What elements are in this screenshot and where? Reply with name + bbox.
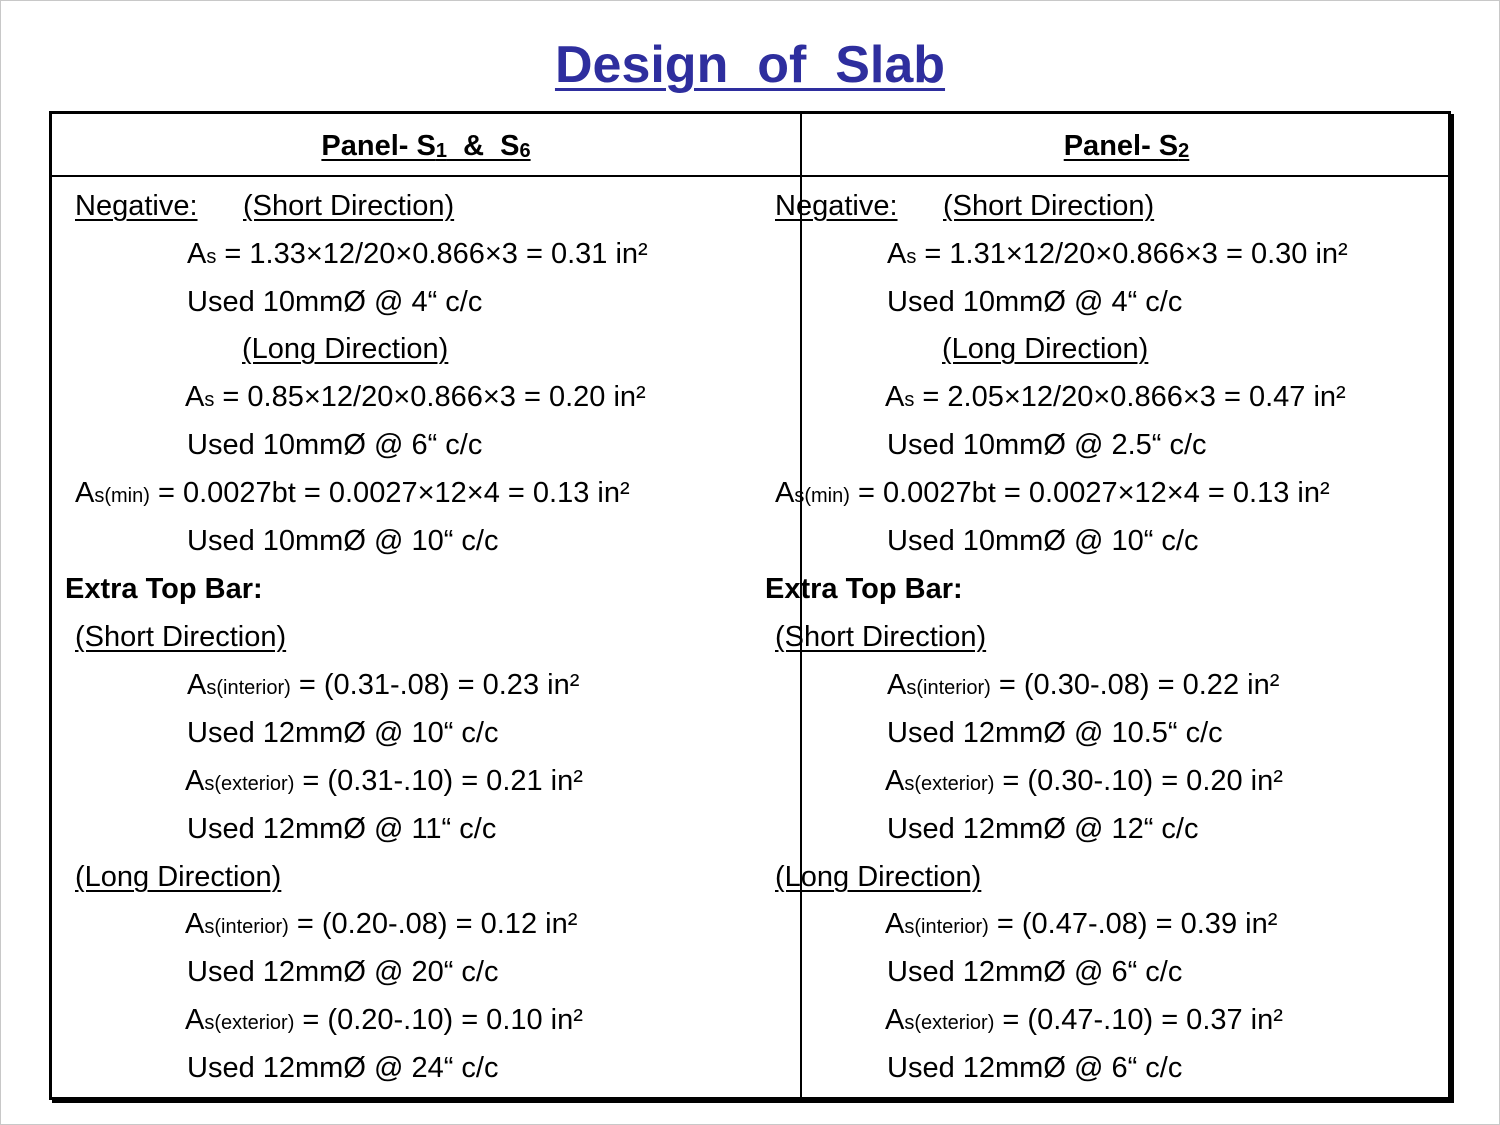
long-interior-used: Used 12mmØ @ 6“ c/c xyxy=(887,956,1183,988)
short-interior-equation: As(interior) = (0.30-.08) = 0.22 in² xyxy=(887,669,1280,701)
as-long-equation: As = 2.05×12/20×0.866×3 = 0.47 in² xyxy=(885,381,1346,413)
etb-short-direction: (Short Direction) xyxy=(775,621,987,653)
used-long: Used 10mmØ @ 2.5“ c/c xyxy=(887,429,1207,461)
short-direction-heading: (Short Direction) xyxy=(943,190,1155,222)
long-exterior-used: Used 12mmØ @ 24“ c/c xyxy=(187,1052,499,1084)
short-exterior-equation: As(exterior) = (0.31-.10) = 0.21 in² xyxy=(185,765,583,797)
long-direction-heading: (Long Direction) xyxy=(242,333,449,365)
page-title: Design of Slab xyxy=(554,36,946,94)
as-min-equation: As(min) = 0.0027bt = 0.0027×12×4 = 0.13 in² xyxy=(775,477,1330,509)
short-interior-used: Used 12mmØ @ 10.5“ c/c xyxy=(887,717,1223,749)
used-min: Used 10mmØ @ 10“ c/c xyxy=(887,525,1199,557)
short-exterior-used: Used 12mmØ @ 12“ c/c xyxy=(887,813,1199,845)
used-min: Used 10mmØ @ 10“ c/c xyxy=(187,525,499,557)
short-interior-used: Used 12mmØ @ 10“ c/c xyxy=(187,717,499,749)
used-long: Used 10mmØ @ 6“ c/c xyxy=(187,429,483,461)
as-long-equation: As = 0.85×12/20×0.866×3 = 0.20 in² xyxy=(185,381,646,413)
extra-top-bar-heading: Extra Top Bar: xyxy=(65,573,263,605)
column-header-panel-s1-s6: Panel- $S_1$ & $S_6$ xyxy=(321,130,531,162)
as-short-equation: As = 1.33×12/20×0.866×3 = 0.31 in² xyxy=(187,238,648,270)
negative-label: Negative: xyxy=(775,190,898,222)
etb-long-direction: (Long Direction) xyxy=(775,861,982,893)
header-divider xyxy=(52,175,1448,177)
long-exterior-equation: As(exterior) = (0.20-.10) = 0.10 in² xyxy=(185,1004,583,1036)
short-exterior-used: Used 12mmØ @ 11“ c/c xyxy=(187,813,497,845)
short-interior-equation: As(interior) = (0.31-.08) = 0.23 in² xyxy=(187,669,580,701)
used-short: Used 10mmØ @ 4“ c/c xyxy=(887,286,1183,318)
short-direction-heading: (Short Direction) xyxy=(243,190,455,222)
slab-design-table xyxy=(49,111,1451,1100)
etb-long-direction: (Long Direction) xyxy=(75,861,282,893)
long-exterior-equation: As(exterior) = (0.47-.10) = 0.37 in² xyxy=(885,1004,1283,1036)
used-short: Used 10mmØ @ 4“ c/c xyxy=(187,286,483,318)
extra-top-bar-heading: Extra Top Bar: xyxy=(765,573,963,605)
long-interior-equation: As(interior) = (0.47-.08) = 0.39 in² xyxy=(885,908,1278,940)
column-header-panel-s2: Panel- $S_2$ xyxy=(1063,130,1190,162)
short-exterior-equation: As(exterior) = (0.30-.10) = 0.20 in² xyxy=(885,765,1283,797)
long-interior-equation: As(interior) = (0.20-.08) = 0.12 in² xyxy=(185,908,578,940)
long-interior-used: Used 12mmØ @ 20“ c/c xyxy=(187,956,499,988)
as-short-equation: As = 1.31×12/20×0.866×3 = 0.30 in² xyxy=(887,238,1348,270)
long-exterior-used: Used 12mmØ @ 6“ c/c xyxy=(887,1052,1183,1084)
negative-label: Negative: xyxy=(75,190,198,222)
long-direction-heading: (Long Direction) xyxy=(942,333,1149,365)
etb-short-direction: (Short Direction) xyxy=(75,621,287,653)
as-min-equation: As(min) = 0.0027bt = 0.0027×12×4 = 0.13 in² xyxy=(75,477,630,509)
